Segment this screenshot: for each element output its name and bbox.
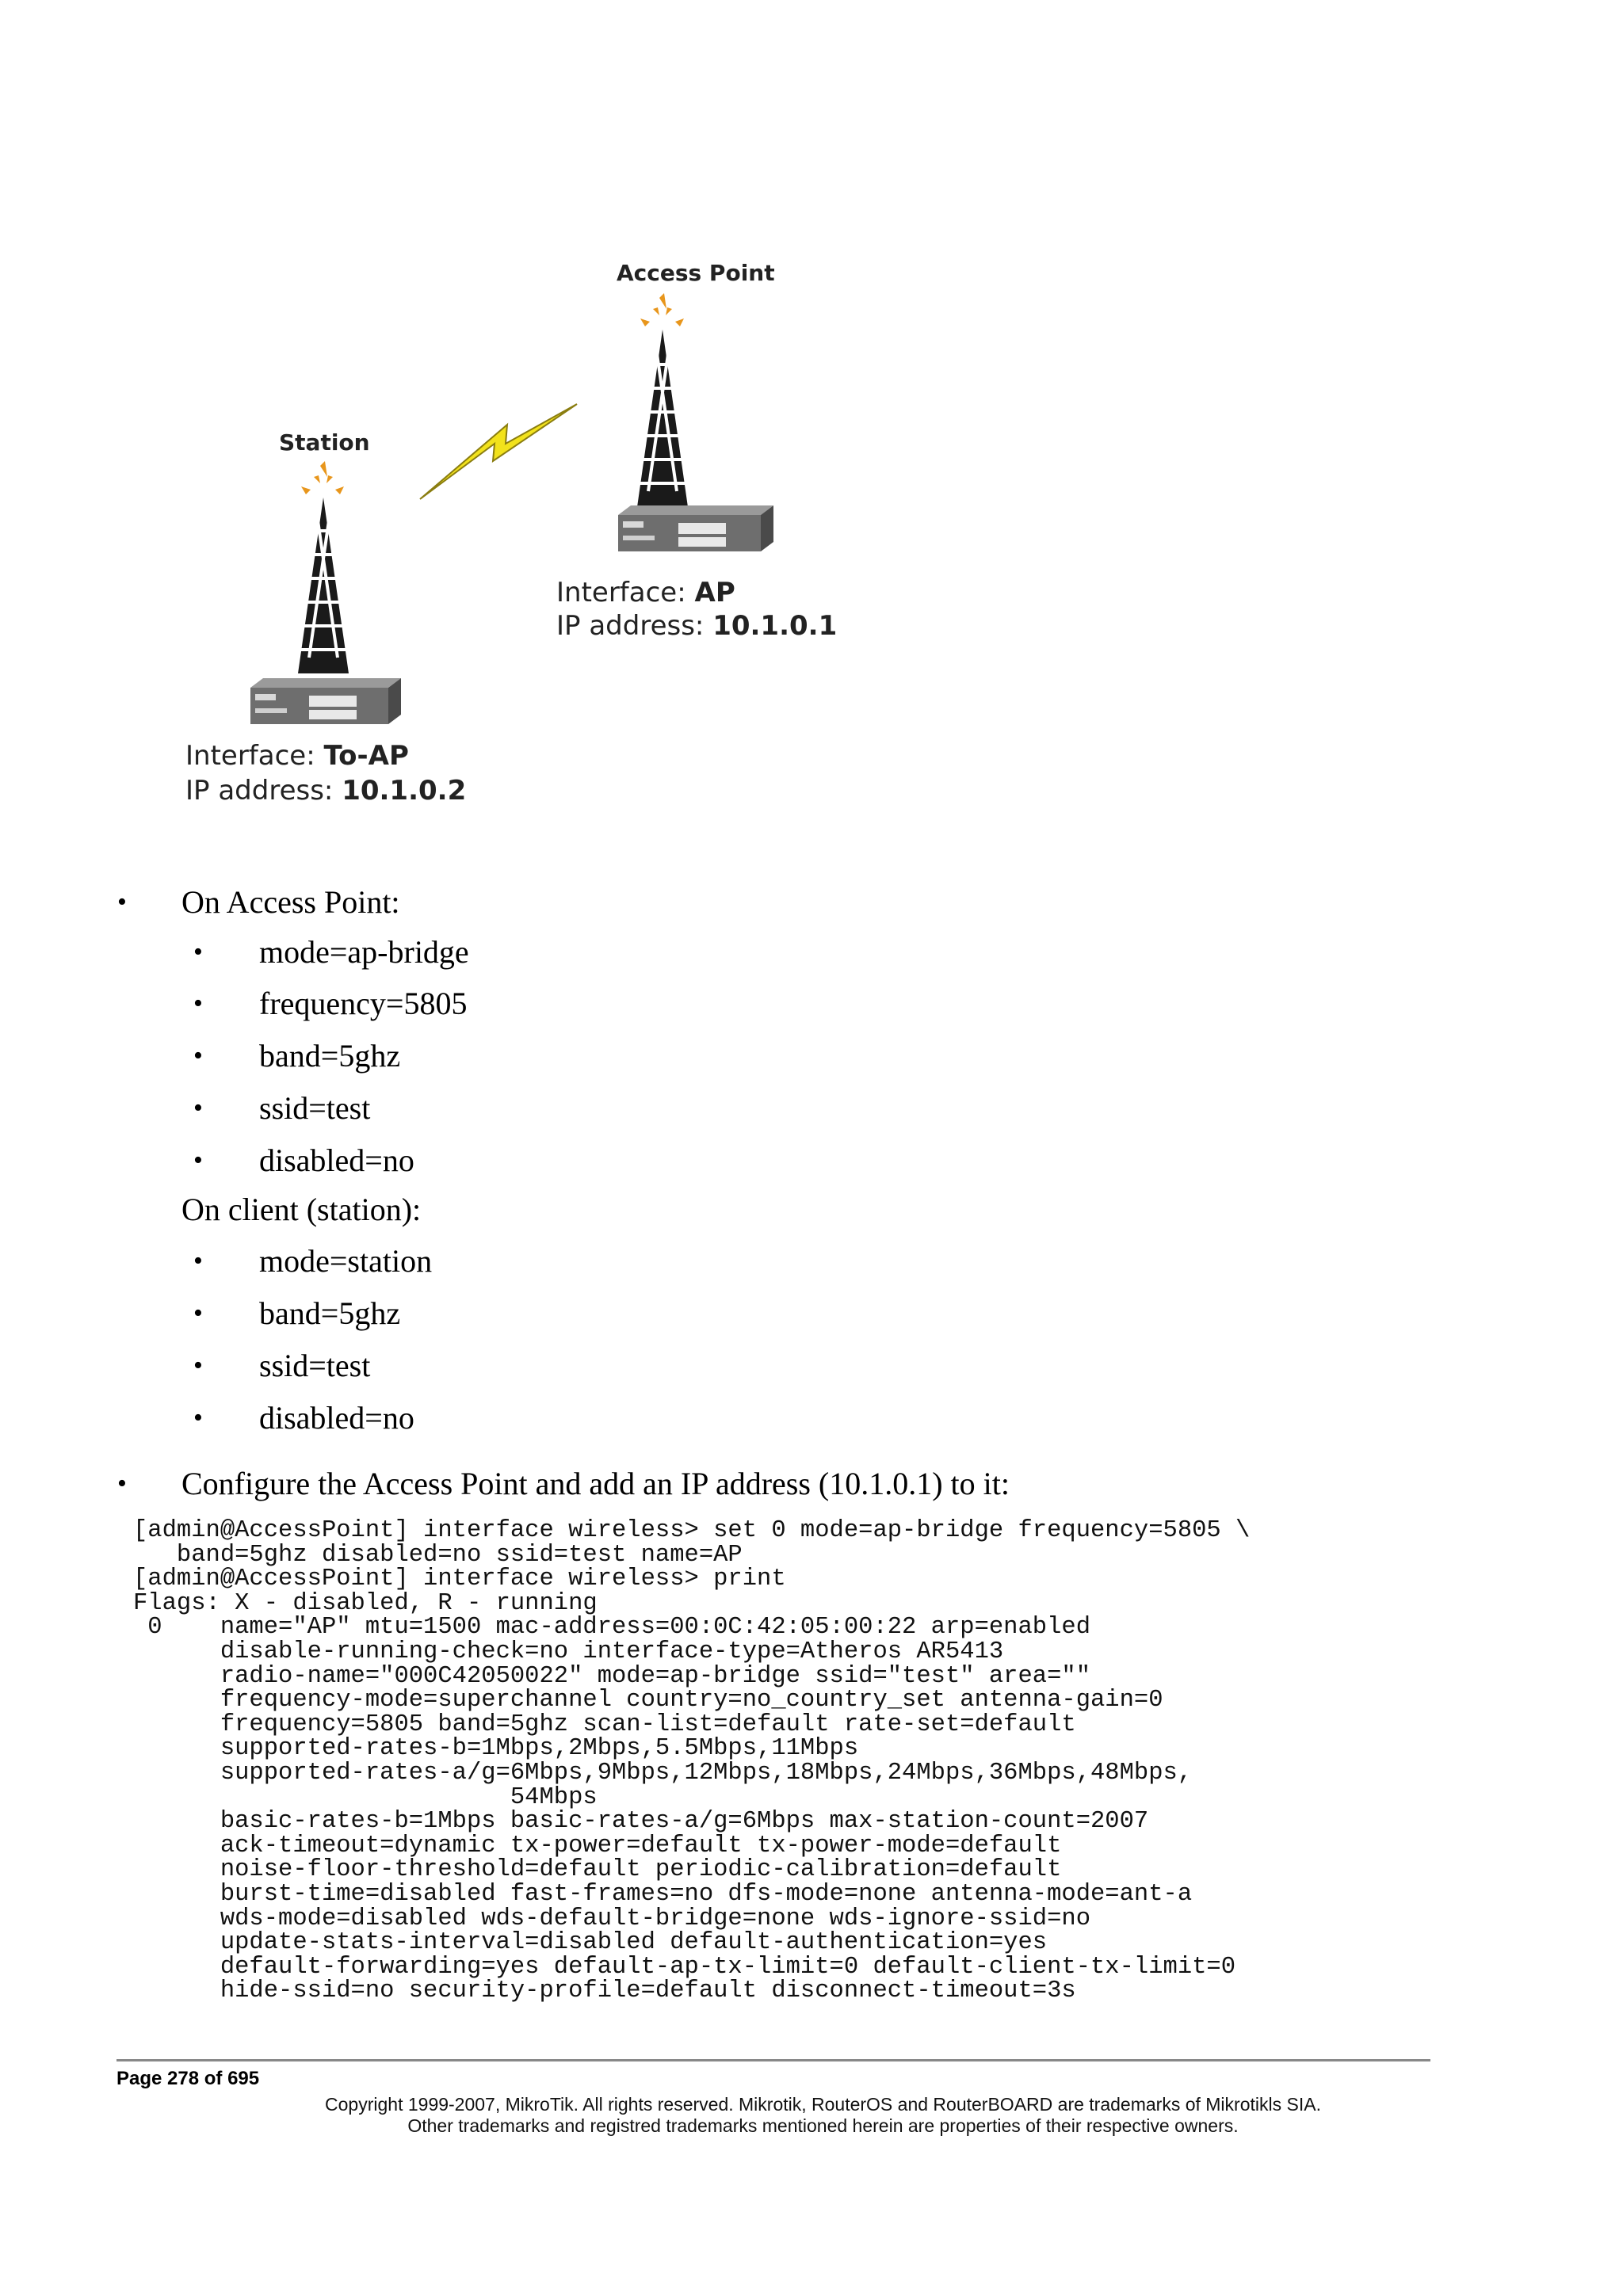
- code-line: [admin@AccessPoint] interface wireless> set 0 mode=ap-bridge frequency=5805 \: [133, 1517, 1251, 1544]
- code-line: band=5ghz disabled=no ssid=test name=AP: [133, 1541, 743, 1569]
- console-output: [133, 1519, 1250, 2004]
- ap-interface-label: Interface:: [556, 577, 686, 608]
- code-line: frequency=5805 band=5ghz scan-list=default rate-set=default: [133, 1711, 1076, 1738]
- configure-heading: Configure the Access Point and add an IP address (10.1.0.1) to it:: [181, 1466, 1010, 1501]
- station-ip-label: IP address:: [185, 775, 334, 807]
- code-line: Flags: X - disabled, R - running: [133, 1589, 598, 1617]
- code-line: radio-name="000C42050022" mode=ap-bridge ssid="test" area="": [133, 1662, 1090, 1690]
- code-line: ack-timeout=dynamic tx-power=default tx-power-mode=default: [133, 1832, 1062, 1859]
- station-interface-value: To-AP: [323, 740, 409, 772]
- code-line: frequency-mode=superchannel country=no_country_set antenna-gain=0: [133, 1687, 1163, 1714]
- code-line: wds-mode=disabled wds-default-bridge=none wds-ignore-ssid=no: [133, 1905, 1090, 1932]
- copyright-line-2: Other trademarks and registred trademarks mentioned herein are properties of their respective owners.: [407, 2115, 1239, 2136]
- ap-ip-line: [556, 608, 837, 643]
- list-item: ssid=test: [259, 1090, 371, 1126]
- list-item: disabled=no: [259, 1142, 414, 1178]
- list-item: ssid=test: [259, 1348, 371, 1383]
- ap-interface-line: [556, 575, 735, 610]
- station-ip-line: [185, 773, 466, 808]
- on-client-heading: On client (station):: [181, 1192, 422, 1227]
- code-line: supported-rates-a/g=6Mbps,9Mbps,12Mbps,18Mbps,24Mbps,36Mbps,48Mbps,: [133, 1759, 1193, 1787]
- list-item: mode=station: [259, 1243, 433, 1279]
- list-item: disabled=no: [259, 1400, 414, 1436]
- code-line: default-forwarding=yes default-ap-tx-limit=0 default-client-tx-limit=0: [133, 1953, 1236, 1981]
- footer-divider: [116, 2059, 1430, 2061]
- code-line: basic-rates-b=1Mbps basic-rates-a/g=6Mbps max-station-count=2007: [133, 1808, 1149, 1836]
- code-line: disable-running-check=no interface-type=Atheros AR5413: [133, 1638, 1004, 1665]
- ap-ip-value: 10.1.0.1: [712, 610, 838, 642]
- station-tower-icon: [250, 461, 401, 724]
- access-point-title: Access Point: [617, 260, 775, 286]
- code-line: 54Mbps: [133, 1783, 598, 1811]
- ap-ip-label: IP address:: [556, 610, 705, 642]
- code-line: update-stats-interval=disabled default-authentication=yes: [133, 1929, 1048, 1957]
- ap-interface-value: AP: [694, 577, 735, 608]
- code-line: burst-time=disabled fast-frames=no dfs-mode=none antenna-mode=ant-a: [133, 1880, 1193, 1908]
- network-diagram: [174, 254, 888, 824]
- code-line: hide-ssid=no security-profile=default disconnect-timeout=3s: [133, 1978, 1076, 2005]
- station-interface-label: Interface:: [185, 740, 315, 772]
- wireless-link-icon: [420, 404, 577, 499]
- station-interface-line: [185, 738, 409, 773]
- station-router-icon: [250, 678, 401, 724]
- page-number: Page 278 of 695: [116, 2068, 260, 2089]
- station-ip-value: 10.1.0.2: [342, 775, 467, 807]
- code-line: [admin@AccessPoint] interface wireless> print: [133, 1566, 786, 1593]
- list-item: mode=ap-bridge: [259, 934, 469, 970]
- list-item: frequency=5805: [259, 986, 468, 1021]
- access-point-router-icon: [618, 505, 773, 551]
- copyright-line-1: Copyright 1999-2007, MikroTik. All rights reserved. Mikrotik, RouterOS and RouterBOARD are trademarks of Mikrotikls SIA.: [325, 2094, 1321, 2115]
- access-point-tower-icon: [618, 293, 773, 551]
- code-line: noise-floor-threshold=default periodic-calibration=default: [133, 1856, 1062, 1884]
- on-access-point-heading: On Access Point:: [181, 884, 400, 920]
- code-line: supported-rates-b=1Mbps,2Mbps,5.5Mbps,11Mbps: [133, 1735, 859, 1763]
- code-line: 0 name="AP" mtu=1500 mac-address=00:0C:42:05:00:22 arp=enabled: [133, 1614, 1090, 1642]
- station-title: Station: [279, 429, 370, 456]
- list-item: band=5ghz: [259, 1038, 401, 1074]
- list-item: band=5ghz: [259, 1295, 401, 1331]
